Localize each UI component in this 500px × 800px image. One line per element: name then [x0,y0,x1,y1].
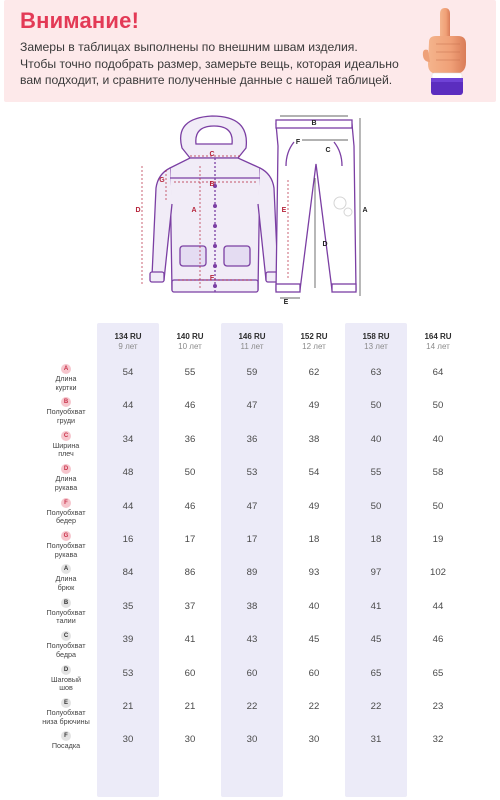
size-label: 164 RU [424,332,452,341]
measurement-value: 58 [432,467,444,479]
measurement-letter-badge: A [61,364,71,374]
measurement-value: 49 [308,500,320,512]
measurement-label: Полуобхват груди [46,407,86,425]
size-label: 134 RU [114,332,142,341]
diagram-label-jacket-a: A [191,207,197,214]
measurement-letter-badge: F [61,498,71,508]
age-label: 11 лет [240,342,264,351]
column-header [283,332,345,351]
table-row [0,529,500,562]
measurement-label: Полуобхват рукава [46,541,86,559]
diagram-label-jacket-f: F [209,275,215,282]
measurement-value: 35 [122,600,134,612]
banner-text [20,39,400,89]
age-label: 9 лет [118,342,138,351]
measurement-value: 36 [184,433,196,445]
table-row [0,596,500,629]
measurement-value: 50 [432,500,444,512]
table-row [0,429,500,462]
measurement-value: 18 [308,534,320,545]
measurement-value: 60 [246,667,258,679]
garment-diagram [120,108,390,313]
table-row [0,496,500,529]
measurement-value: 41 [370,600,382,612]
measurement-value: 17 [246,534,258,545]
measurement-value: 38 [308,433,320,445]
size-label: 158 RU [362,332,390,341]
measurement-value: 30 [308,734,320,746]
measurement-value: 47 [246,500,258,512]
measurement-value: 63 [370,367,382,378]
measurement-value: 46 [432,634,444,646]
size-label: 140 RU [176,332,204,341]
measurement-value: 39 [122,634,134,646]
measurement-value: 21 [122,701,134,712]
measurement-value: 45 [308,634,320,646]
measurement-value: 18 [370,534,382,545]
measurement-value: 32 [432,734,444,746]
diagram-label-pants-d: D [322,241,328,248]
diagram-label-pants-a: A [362,207,368,214]
measurement-letter-badge: G [61,531,71,541]
measurement-value: 40 [432,433,444,445]
measurement-label: Длина куртки [55,374,77,392]
diagram-label-jacket-g: G [159,177,165,184]
measurement-value: 54 [122,367,134,378]
diagram-label-jacket-d: D [135,207,141,214]
banner-line-3: вам подходит, и сравните полученные данные с нашей таблицей. [20,73,393,87]
measurement-value: 38 [246,600,258,612]
measurement-value: 93 [308,567,320,579]
measurement-value: 64 [432,367,444,378]
measurement-value: 55 [184,367,196,378]
diagram-label-jacket-b: B [209,181,215,188]
banner-line-2: Чтобы точно подобрать размер, замерьте вещь, которая идеально [20,56,399,71]
diagram-label-pants-f: F [295,139,301,146]
measurement-value: 19 [432,534,444,545]
column-header [407,332,469,351]
table-row [0,696,500,729]
measurement-value: 60 [184,667,196,679]
measurement-value: 46 [184,500,196,512]
measurement-value: 34 [122,433,134,445]
measurement-value: 16 [122,534,134,545]
measurement-letter-badge: D [61,665,71,675]
diagram-label-jacket-e: E [281,207,287,214]
measurement-value: 40 [308,600,320,612]
measurement-value: 30 [184,734,196,746]
attention-banner [4,0,496,102]
measurement-letter-badge: D [61,464,71,474]
diagram-label-pants-c: C [325,147,331,154]
diagram-label-pants-e: E [283,299,289,306]
measurement-value: 31 [370,734,382,746]
measurement-value: 62 [308,367,320,378]
measurement-label: Полуобхват бедер [46,507,86,526]
measurement-value: 86 [184,567,196,579]
measurement-value: 53 [246,467,258,479]
measurement-label: Посадка [51,741,81,751]
measurement-value: 21 [184,701,196,712]
table-row [0,629,500,662]
measurement-value: 89 [246,567,258,579]
measurement-value: 50 [370,500,382,512]
pointing-finger-icon [416,6,476,98]
diagram-label-pants-b: B [311,120,317,127]
measurement-value: 65 [370,667,382,679]
age-label: 10 лет [178,342,202,351]
measurement-value: 41 [184,634,196,646]
table-row [0,462,500,495]
measurement-value: 17 [184,534,196,545]
measurement-letter-badge: B [61,598,71,608]
banner-title: Внимание! [20,8,140,33]
age-label: 12 лет [302,342,326,351]
table-row [0,362,500,395]
measurement-letter-badge: C [61,631,71,641]
measurement-value: 84 [122,567,134,579]
table-row [0,562,500,595]
size-label: 146 RU [238,332,266,341]
measurement-label: Длина брюк [55,574,77,592]
column-header [97,332,159,351]
age-label: 14 лет [426,342,450,351]
measurement-value: 60 [308,667,320,679]
measurement-label: Ширина плеч [52,440,80,459]
measurement-value: 50 [432,400,444,412]
measurement-value: 45 [370,634,382,646]
measurement-label: Полуобхват бедра [46,641,86,659]
measurement-value: 36 [246,433,258,445]
measurement-label: Полуобхват низа брючины [42,708,90,726]
measurement-value: 46 [184,400,196,412]
measurement-value: 44 [122,500,134,512]
measurement-letter-badge: B [61,397,71,407]
measurement-value: 54 [308,467,320,479]
measurement-value: 30 [246,734,258,746]
size-label: 152 RU [300,332,328,341]
measurement-value: 22 [246,701,258,712]
measurement-value: 48 [122,467,134,479]
measurement-value: 22 [308,701,320,712]
measurement-label: Полуобхват талии [46,607,86,626]
measurement-value: 102 [429,567,446,579]
measurement-value: 55 [370,467,382,479]
measurement-letter-badge: C [61,431,71,441]
measurement-value: 43 [246,634,258,646]
table-row [0,663,500,696]
measurement-value: 40 [370,433,382,445]
measurement-value: 22 [370,701,382,712]
measurement-letter-badge: A [61,564,71,574]
measurement-value: 44 [122,400,134,412]
measurement-value: 44 [432,600,444,612]
measurement-label: Длина рукава [54,474,78,492]
measurement-value: 30 [122,734,134,746]
table-row [0,729,500,762]
measurement-value: 23 [432,701,444,712]
column-header [221,332,283,351]
age-label: 13 лет [364,342,388,351]
measurement-value: 50 [184,467,196,479]
measurement-value: 50 [370,400,382,412]
measurement-value: 59 [246,367,258,378]
measurement-value: 37 [184,600,196,612]
measurement-value: 53 [122,667,134,679]
measurement-letter-badge: F [61,731,71,741]
diagram-label-jacket-c: C [209,151,215,158]
banner-line-1: Замеры в таблицах выполнены по внешним швам изделия. [20,40,358,54]
measurement-value: 65 [432,667,444,679]
measurement-letter-badge: E [61,698,71,708]
measurement-label: Шаговый шов [50,674,82,693]
column-header [345,332,407,351]
table-row [0,395,500,428]
measurement-value: 47 [246,400,258,412]
measurement-value: 97 [370,567,382,579]
measurement-value: 49 [308,400,320,412]
column-header [159,332,221,351]
